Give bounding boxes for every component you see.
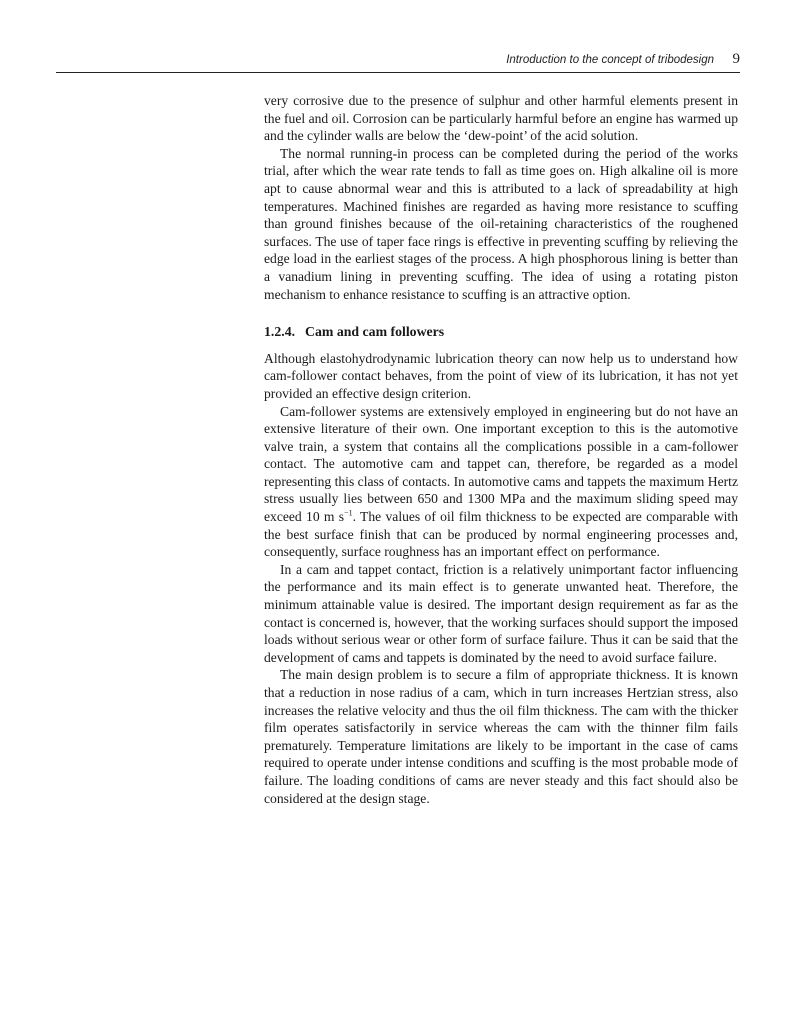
running-title: Introduction to the concept of tribodesign [506, 54, 714, 66]
section-heading [264, 323, 738, 341]
paragraph-friction: In a cam and tappet contact, friction is a relatively unimportant factor influencing the performance and its main effect is to generate unwanted heat. Therefore, the minimum attainable value is desired. The important design requirement as far as the contact is concerned is, however, that the working surfaces should support the imposed loads without serious wear or other form of surface failure. Thus it can be said that the development of cams and tappets is dominated by the need to avoid surface failure. [264, 561, 738, 665]
paragraph-running-in: The normal running-in process can be completed during the period of the works trial, after which the wear rate tends to fall as time goes on. High alkaline oil is more apt to cause abnormal wear and this is attributed to a lack of spreadability at high temperatures. Machined finishes are regarded as having more resistance to scuffing than ground finishes because of the oil-retaining characteristics of the roughened surfaces. The use of taper face rings is effective in preventing scuffing by relieving the edge load in the earliest stages of the process. A high phosphorous lining is better than a vanadium lining in preventing scuffing. The idea of using a rotating piston mechanism to enhance resistance to scuffing is an attractive option. [264, 145, 738, 302]
paragraph-cam-follower-systems [264, 403, 738, 561]
section-title: Cam and cam followers [305, 324, 445, 340]
unit-exponent: −1 [344, 508, 353, 518]
body-text [264, 92, 738, 807]
paragraph-corrosion: very corrosive due to the presence of sulphur and other harmful elements present in the fuel and oil. Corrosion can be particularly harmful before an engine has warmed up and the cylinder walls are below the ‘dew-point’ of the acid solution. [264, 93, 738, 144]
page-number: 9 [732, 51, 740, 67]
paragraph-design-problem: The main design problem is to secure a film of appropriate thickness. It is known that a reduction in nose radius of a cam, which in turn increases Hertzian stress, also increases the relative velocity and thus the oil film thickness. The cam with the thicker film operates satisfactorily in service whereas the cam with the thinner film fails prematurely. Temperature limitations are likely to be important in the case of cams required to operate under intense conditions and scuffing is the most probable mode of failure. The loading conditions of cams are never steady and this fact should also be considered at the design stage. [264, 667, 738, 806]
paragraph-cam-follower-text-b: . The values of oil film thickness to be expected are comparable with the best surface finish that can be produced by normal engineering processes and, consequently, surface roughness has an important effect on performance. [264, 509, 738, 560]
section-number: 1.2.4. [264, 324, 296, 340]
running-header [56, 48, 740, 73]
paragraph-ehl: Although elastohydrodynamic lubrication theory can now help us to understand how cam-follower contact behaves, from the point of view of its lubrication, it has not yet provided an effective design criterion. [264, 350, 738, 401]
paragraph-cam-follower-text-a: Cam-follower systems are extensively employed in engineering but do not have an extensive literature of their own. One important exception to this is the automotive valve train, a system that contains all the complications possible in a cam-follower contact. The automotive cam and tappet can, therefore, be regarded as a model representing this class of contacts. In automotive cams and tappets the maximum Hertz stress usually lies between 650 and 1300 MPa and the maximum sliding speed may exceed 10 m s [264, 403, 738, 525]
